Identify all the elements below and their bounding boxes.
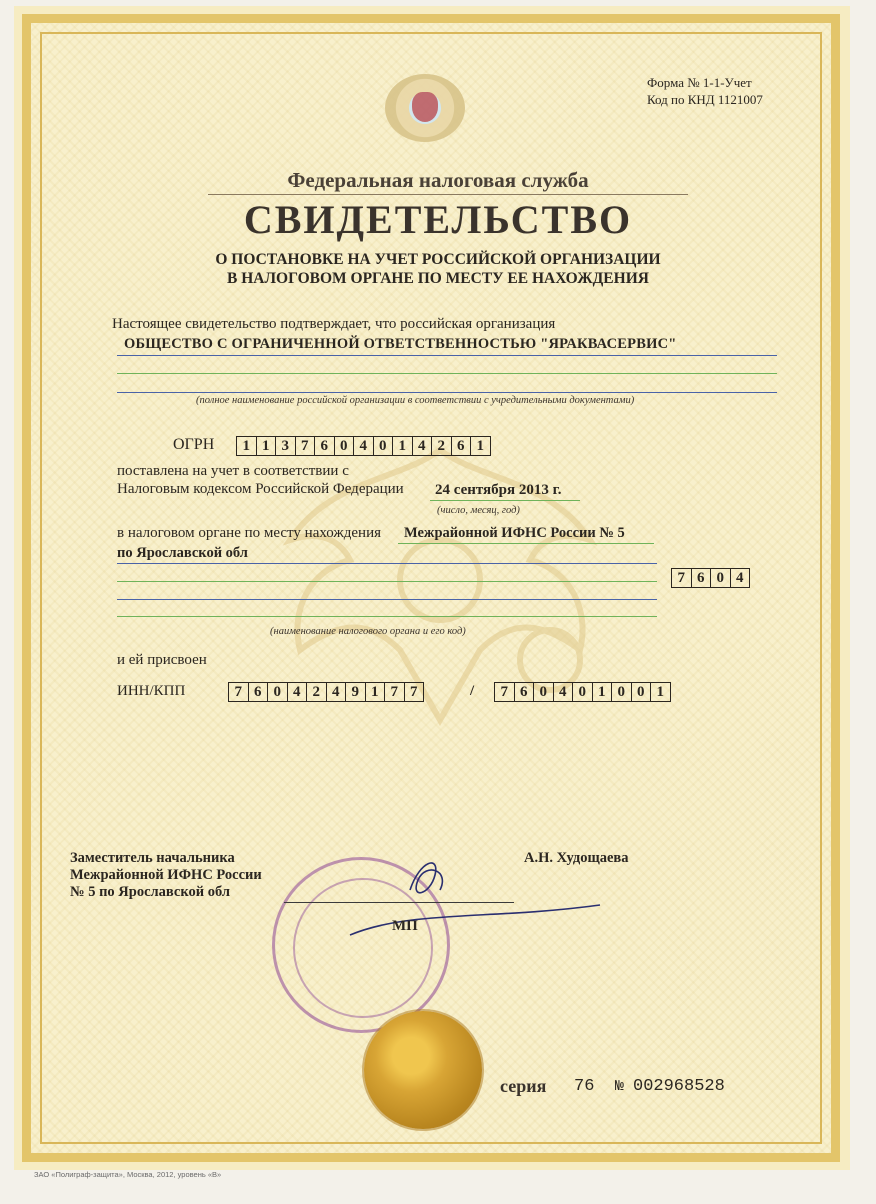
inn-digit: 0: [268, 683, 288, 701]
document-subtitle: О ПОСТАНОВКЕ НА УЧЕТ РОССИЙСКОЙ ОРГАНИЗАЦИИ В НАЛОГОВОМ ОРГАНЕ ПО МЕСТУ ЕЕ НАХОЖДЕНИЯ: [215, 251, 661, 287]
inn-digit: 6: [249, 683, 269, 701]
organ-caption: (наименование налогового органа и его код): [270, 626, 466, 637]
date-caption: (число, месяц, год): [437, 505, 520, 516]
signature-line: [284, 902, 514, 903]
kpp-digit: 4: [554, 683, 574, 701]
ogrn-digit: 1: [476, 438, 484, 454]
ogrn-digit: 1: [393, 437, 413, 455]
org-caption: (полное наименование российской организации в соответствии с учредительными документами): [196, 395, 635, 406]
kod-digit: 6: [692, 569, 712, 587]
inn-digit: 7: [229, 683, 249, 701]
kod-digit: 4: [736, 570, 744, 586]
series-label: серия: [500, 1076, 547, 1096]
tax-organ-name: Межрайонной ИФНС России № 5: [404, 525, 625, 541]
inn-kpp-slash: /: [470, 683, 475, 699]
form-number: Форма № 1-1-Учет Код по КНД 1121007: [647, 75, 763, 107]
gold-seal-icon: [364, 1011, 482, 1129]
inn-digit: 4: [288, 683, 308, 701]
kpp-digit: 0: [534, 683, 554, 701]
organ-line-0: [398, 543, 654, 544]
kpp-digit: 7: [495, 683, 515, 701]
ogrn-digit: 2: [432, 437, 452, 455]
series-value: 76: [574, 1077, 595, 1096]
ogrn-digit: 0: [374, 437, 394, 455]
inn-digit: 1: [366, 683, 386, 701]
kpp-digit: 0: [573, 683, 593, 701]
ogrn-digit: 3: [276, 437, 296, 455]
ogrn-digit: 4: [354, 437, 374, 455]
ogrn-digit: 6: [452, 437, 472, 455]
registration-date: 24 сентября 2013 г.: [435, 482, 562, 498]
inn-digit: 7: [410, 684, 418, 700]
divider: [208, 194, 688, 195]
kpp-cells: [494, 682, 671, 702]
tax-organ-code-cells: [671, 568, 750, 588]
kod-digit: 7: [672, 569, 692, 587]
tax-organ-region: по Ярославской обл: [117, 545, 248, 561]
inn-digit: 4: [327, 683, 347, 701]
inn-digit: 7: [385, 683, 405, 701]
organ-line-2: [117, 581, 657, 582]
ogrn-label: ОГРН: [173, 436, 215, 453]
assigned-text: и ей присвоен: [117, 652, 207, 668]
ogrn-cells: [236, 436, 491, 456]
ogrn-digit: 7: [296, 437, 316, 455]
service-name: Федеральная налоговая служба: [287, 168, 589, 192]
kod-digit: 0: [711, 569, 731, 587]
ogrn-digit: 1: [237, 437, 257, 455]
number-label: №: [615, 1078, 625, 1095]
kpp-digit: 6: [515, 683, 535, 701]
seal-place-label: МП: [392, 918, 418, 934]
kpp-digit: 1: [593, 683, 613, 701]
kpp-digit: 1: [656, 684, 664, 700]
signatory-title: Заместитель начальника Межрайонной ИФНС России № 5 по Ярославской обл: [70, 850, 262, 900]
ogrn-digit: 1: [257, 437, 277, 455]
document-title: СВИДЕТЕЛЬСТВО: [243, 197, 633, 242]
inn-kpp-label: ИНН/КПП: [117, 683, 186, 699]
ogrn-digit: 0: [335, 437, 355, 455]
organ-intro: в налоговом органе по месту нахождения: [117, 525, 382, 541]
date-line: [430, 500, 580, 501]
organ-line-3: [117, 599, 657, 600]
inn-cells: [228, 682, 424, 702]
org-line-1: [117, 355, 777, 356]
kpp-digit: 0: [632, 683, 652, 701]
printer-imprint: ЗАО «Полиграф-защита», Москва, 2012, уровень «В»: [34, 1170, 222, 1179]
signatory-name: А.Н. Худощаева: [524, 850, 629, 866]
ogrn-digit: 4: [413, 437, 433, 455]
kpp-digit: 0: [612, 683, 632, 701]
state-emblem-hologram-icon: [385, 74, 465, 142]
organ-line-1: [117, 563, 657, 564]
organization-name: ОБЩЕСТВО С ОГРАНИЧЕННОЙ ОТВЕТСТВЕННОСТЬЮ "ЯРАКВАСЕРВИС": [124, 336, 677, 352]
inn-digit: 2: [307, 683, 327, 701]
inn-digit: 9: [346, 683, 366, 701]
org-line-2: [117, 373, 777, 374]
registration-text: поставлена на учет в соответствии с Налоговым кодексом Российской Федерации: [117, 463, 404, 497]
org-line-3: [117, 392, 777, 393]
intro-text: Настоящее свидетельство подтверждает, что российская организация: [112, 316, 556, 332]
ogrn-digit: 6: [315, 437, 335, 455]
organ-line-4: [117, 616, 657, 617]
number-value: 002968528: [633, 1077, 725, 1096]
